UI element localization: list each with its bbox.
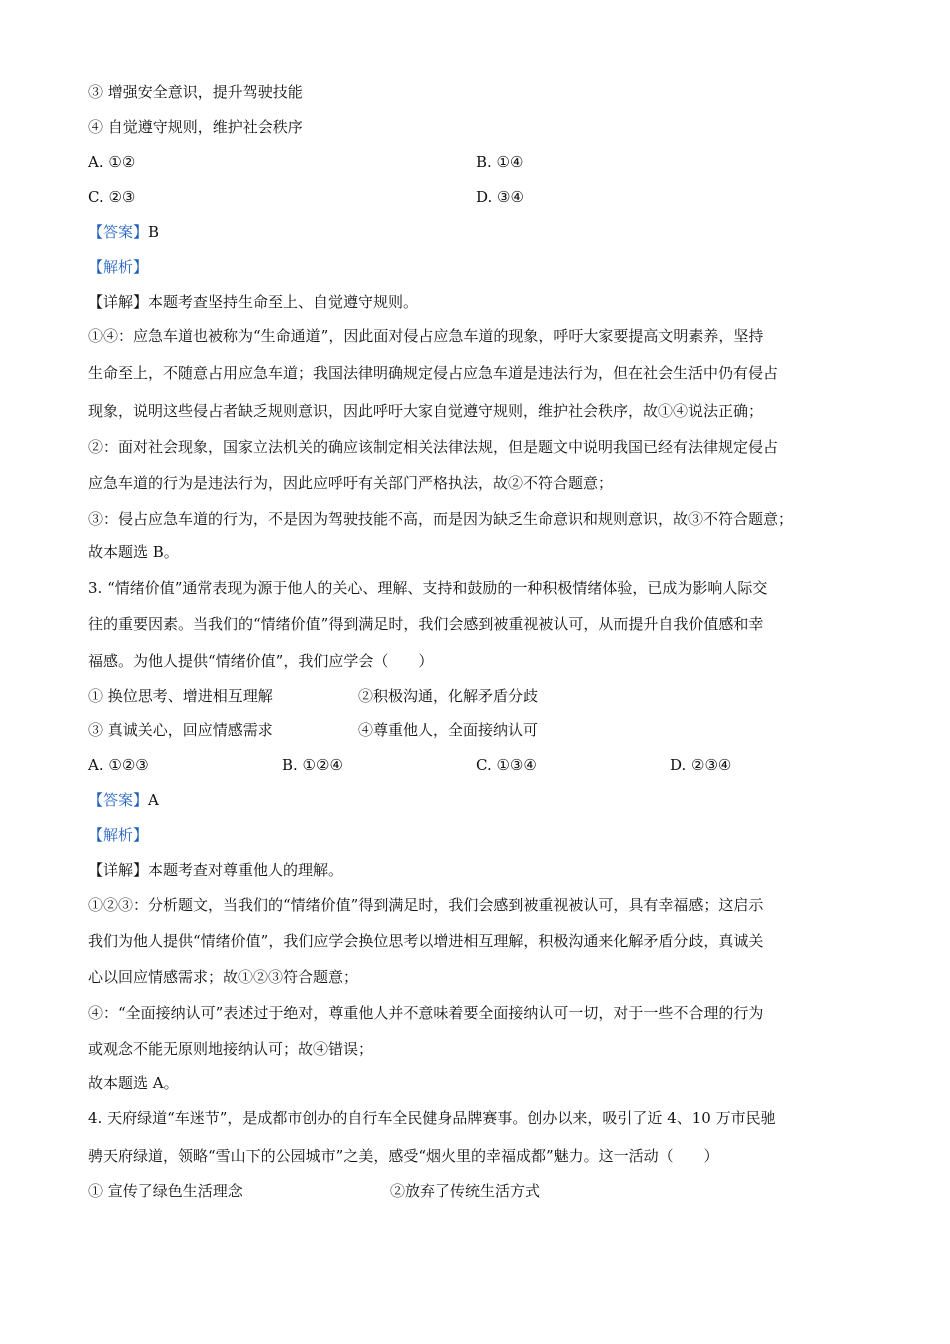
detail-text: 本题考查坚持生命至上、自觉遵守规则。 bbox=[148, 293, 419, 311]
detail-tag: 【详解】 bbox=[88, 861, 149, 879]
q2-option-4: ④ 自觉遵守规则，维护社会秩序 bbox=[88, 118, 303, 136]
q3-option-3: ③ 真诚关心，回应情感需求 bbox=[88, 721, 273, 739]
q2-choice-b: B. ①④ bbox=[476, 153, 524, 171]
q2-explanation-line: ②：面对社会现象，国家立法机关的确应该制定相关法律法规，但是题文中说明我国已经有法律规定侵占 bbox=[88, 438, 779, 456]
answer-value: B bbox=[148, 223, 160, 241]
q2-answer bbox=[88, 221, 159, 243]
q3-explanation-line: ④：“全面接纳认可”表述过于绝对，尊重他人并不意味着要全面接纳认可一切，对于一些不合理的行为 bbox=[88, 1004, 764, 1022]
q3-detail bbox=[88, 859, 343, 881]
detail-text: 本题考查对尊重他人的理解。 bbox=[148, 861, 344, 879]
q3-stem-line: 福感。为他人提供“情绪价值”，我们应学会（ ） bbox=[88, 652, 434, 670]
q3-explanation-line: ①②③：分析题文，当我们的“情绪价值”得到满足时，我们会感到被重视被认可，具有幸福感；这启示 bbox=[88, 896, 764, 914]
detail-tag: 【详解】 bbox=[88, 293, 149, 311]
q2-explanation-line: ①④：应急车道也被称为“生命通道”，因此面对侵占应急车道的现象，呼吁大家要提高文明素养，坚持 bbox=[88, 327, 764, 345]
q3-answer bbox=[88, 789, 159, 811]
q2-explanation-line: 现象，说明这些侵占者缺乏规则意识，因此呼吁大家自觉遵守规则，维护社会秩序，故①④说法正确； bbox=[88, 402, 764, 420]
q3-analysis-tag: 【解析】 bbox=[88, 826, 149, 844]
answer-tag: 【答案】 bbox=[88, 791, 149, 809]
q2-explanation-line: 应急车道的行为是违法行为，因此应呼吁有关部门严格执法，故②不符合题意； bbox=[88, 474, 614, 492]
q3-choice-c: C. ①③④ bbox=[476, 756, 537, 774]
q3-explanation-line: 我们为他人提供“情绪价值”，我们应学会换位思考以增进相互理解，积极沟通来化解矛盾分歧，真诚关 bbox=[88, 932, 764, 950]
q3-explanation-line: 或观念不能无原则地接纳认可；故④错误； bbox=[88, 1040, 374, 1058]
q2-detail bbox=[88, 291, 418, 313]
q2-choice-c: C. ②③ bbox=[88, 188, 136, 206]
q3-choice-d: D. ②③④ bbox=[670, 756, 732, 774]
q2-analysis-tag: 【解析】 bbox=[88, 258, 149, 276]
q4-option-1: ① 宣传了绿色生活理念 bbox=[88, 1182, 243, 1200]
q3-choice-b: B. ①②④ bbox=[282, 756, 343, 774]
answer-tag: 【答案】 bbox=[88, 223, 149, 241]
q2-choice-a: A. ①② bbox=[88, 153, 136, 171]
q3-option-2: ②积极沟通，化解矛盾分歧 bbox=[358, 687, 539, 705]
q4-stem-line: 骋天府绿道，领略“雪山下的公园城市”之美，感受“烟火里的幸福成都”魅力。这一活动（ ） bbox=[88, 1147, 719, 1165]
q3-stem-line: 往的重要因素。当我们的“情绪价值”得到满足时，我们会感到被重视被认可，从而提升自我价值感和幸 bbox=[88, 615, 764, 633]
q4-option-2: ②放弃了传统生活方式 bbox=[390, 1182, 541, 1200]
q3-option-1: ① 换位思考、增进相互理解 bbox=[88, 687, 273, 705]
q2-choice-d: D. ③④ bbox=[476, 188, 524, 206]
q2-option-3: ③ 增强安全意识，提升驾驶技能 bbox=[88, 83, 303, 101]
q2-explanation-line: 生命至上，不随意占用应急车道；我国法律明确规定侵占应急车道是违法行为，但在社会生活中仍有侵占 bbox=[88, 364, 779, 382]
q4-stem-line: 4. 天府绿道“车迷节”，是成都市创办的自行车全民健身品牌赛事。创办以来，吸引了近 4、10 万市民驰 bbox=[88, 1109, 776, 1127]
q3-choice-a: A. ①②③ bbox=[88, 756, 149, 774]
q3-stem-line: 3. “情绪价值”通常表现为源于他人的关心、理解、支持和鼓励的一种积极情绪体验，已成为影响人际交 bbox=[88, 579, 768, 597]
answer-value: A bbox=[148, 791, 159, 809]
q3-explanation-line: 心以回应情感需求；故①②③符合题意； bbox=[88, 968, 359, 986]
q2-conclusion: 故本题选 B。 bbox=[88, 543, 179, 561]
q3-option-4: ④尊重他人，全面接纳认可 bbox=[358, 721, 539, 739]
q3-conclusion: 故本题选 A。 bbox=[88, 1074, 179, 1092]
q2-explanation-line: ③：侵占应急车道的行为，不是因为驾驶技能不高，而是因为缺乏生命意识和规则意识，故③不符合题意； bbox=[88, 510, 794, 528]
